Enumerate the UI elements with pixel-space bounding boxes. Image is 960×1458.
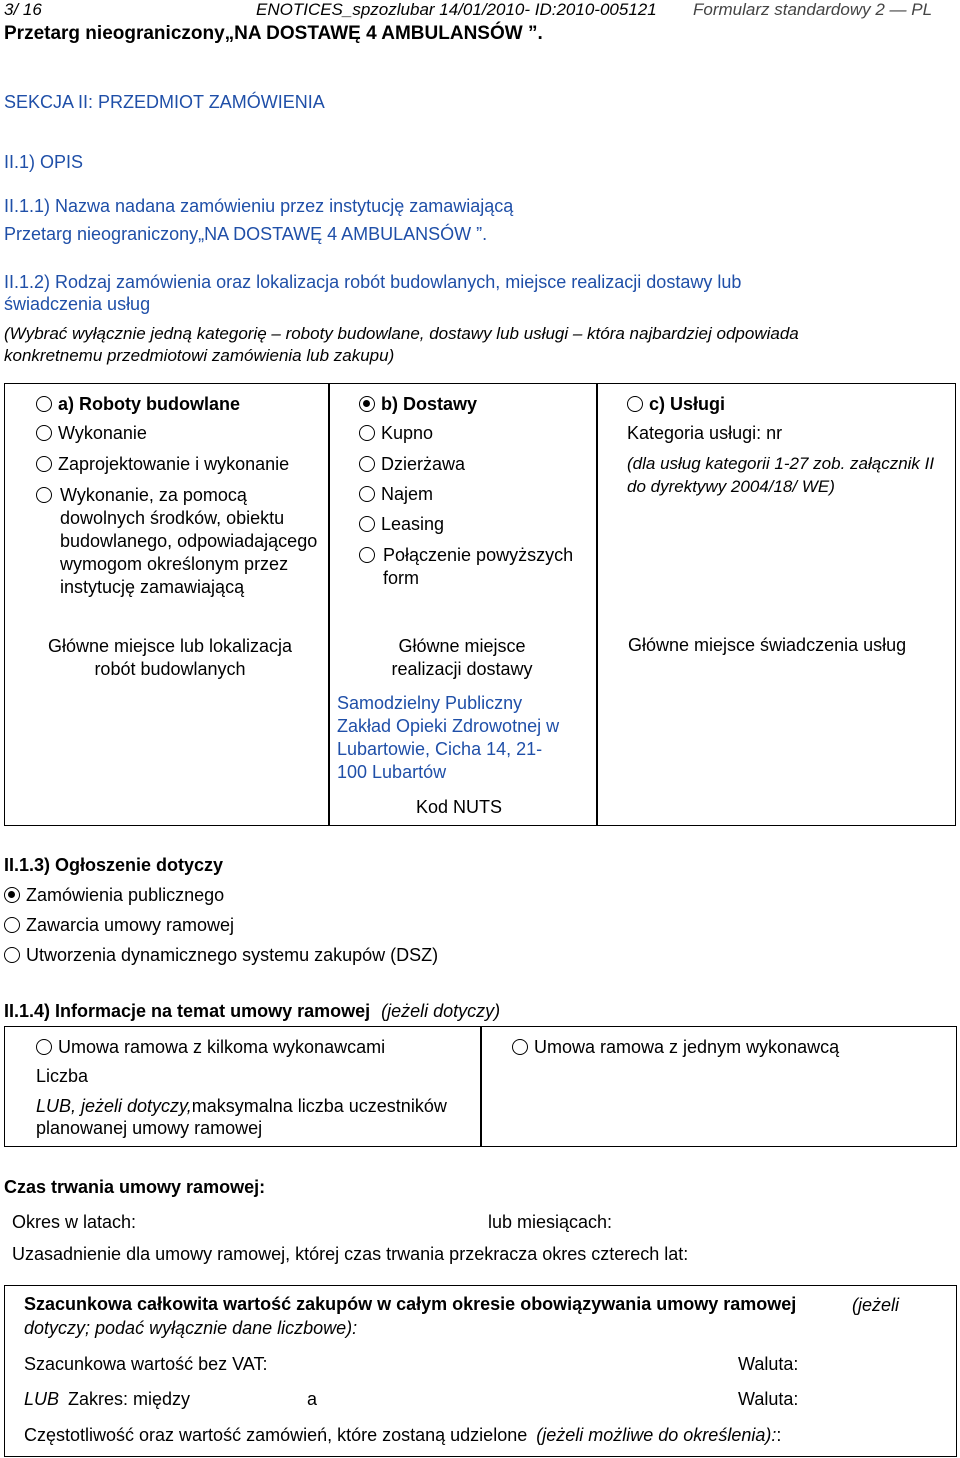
page-number: 3/ 16: [4, 0, 42, 19]
option-label: Umowa ramowa z jednym wykonawcą: [534, 1037, 840, 1057]
duration-justification: Uzasadnienie dla umowy ramowej, której czas trwania przekracza okres czterech lat:: [12, 1244, 689, 1264]
option-label: Kupno: [381, 423, 434, 443]
option-label: Wykonanie: [58, 423, 147, 443]
radio-icon[interactable]: [359, 425, 375, 441]
notice-public-option[interactable]: [4, 885, 224, 906]
works-execution-option[interactable]: [36, 423, 147, 444]
works-any-means-option[interactable]: [36, 484, 321, 599]
nuts-code-label: Kod NUTS: [416, 797, 503, 817]
range-label: Zakres: między: [68, 1389, 191, 1409]
max-label: maksymalna liczba uczestników: [191, 1096, 447, 1116]
supplies-option[interactable]: [359, 394, 477, 415]
framework-single-option[interactable]: [512, 1037, 839, 1058]
services-option[interactable]: [627, 394, 725, 415]
estimate-heading-note: (jeżeli dotyczy; podać wyłącznie dane liczbowe):: [24, 1295, 900, 1338]
notice-dps-option[interactable]: [4, 945, 438, 966]
supplies-radio-icon[interactable]: [359, 396, 375, 412]
radio-icon[interactable]: [36, 425, 52, 441]
framework-max-line1: [36, 1096, 447, 1117]
ii11-label: II.1.1) Nazwa nadana zamówieniu przez instytucję zamawiającą: [4, 196, 514, 216]
ii12-note-line2: konkretnemu przedmiotowi zamówienia lub zakupu): [4, 346, 395, 365]
notice-framework-option[interactable]: [4, 915, 234, 936]
estimate-currency2: Waluta:: [738, 1389, 799, 1409]
estimate-currency1: Waluta:: [738, 1354, 799, 1374]
supplies-place-label: Główne miejsce realizacji dostawy: [391, 636, 533, 679]
ii13-label: II.1.3) Ogłoszenie dotyczy: [4, 855, 224, 875]
ii14-label: II.1.4) Informacje na temat umowy ramowej: [4, 1001, 371, 1021]
radio-icon[interactable]: [359, 486, 375, 502]
framework-multi-option[interactable]: [36, 1037, 385, 1058]
duration-months: lub miesiącach:: [488, 1212, 613, 1232]
estimate-heading: Szacunkowa całkowita wartość zakupów w całym okresie obowiązywania umowy ramowej: [24, 1294, 797, 1314]
frequency-end: :: [776, 1425, 782, 1445]
frequency-label: Częstotliwość oraz wartość zamówień, które zostaną udzielone: [24, 1425, 528, 1445]
works-option[interactable]: [36, 394, 240, 415]
ii14-heading: [4, 1001, 500, 1022]
supplies-place-value: Samodzielny Publiczny Zakład Opieki Zdrowotnej w Lubartowie, Cicha 14, 21-100 Lubartów: [337, 693, 560, 782]
option-label: Zaprojektowanie i wykonanie: [58, 454, 290, 474]
radio-icon[interactable]: [4, 917, 20, 933]
document-id: ENOTICES_spzozlubar 14/01/2010- ID:2010-005121: [256, 0, 657, 19]
form-name: Formularz standardowy 2 — PL: [693, 0, 933, 19]
framework-max-line2: planowanej umowy ramowej: [36, 1118, 263, 1138]
ii11-value: Przetarg nieograniczony„NA DOSTAWĘ 4 AMBULANSÓW ”.: [4, 224, 488, 244]
services-category: Kategoria usługi: nr: [627, 423, 783, 443]
supplies-combination-option[interactable]: [359, 544, 591, 590]
supplies-heading: b) Dostawy: [381, 394, 478, 414]
option-label: Dzierżawa: [381, 454, 466, 474]
ii14-label-note: (jeżeli dotyczy): [381, 1001, 501, 1021]
works-design-option[interactable]: [36, 454, 289, 475]
estimate-frequency: [24, 1425, 781, 1446]
lub-label: LUB: [24, 1389, 60, 1409]
radio-icon[interactable]: [359, 516, 375, 532]
supplies-rental-option[interactable]: [359, 484, 433, 505]
works-heading: a) Roboty budowlane: [58, 394, 240, 414]
supplies-leasing-option[interactable]: [359, 514, 444, 535]
subsection-ii1: II.1) OPIS: [4, 152, 84, 172]
section-heading: SEKCJA II: PRZEDMIOT ZAMÓWIENIA: [4, 92, 325, 112]
option-label: Zamówienia publicznego: [26, 885, 225, 905]
ii12-note-line1: (Wybrać wyłącznie jedną kategorię – roboty budowlane, dostawy lub usługi – która najbardziej odpowiada: [4, 324, 799, 343]
services-note: (dla usług kategorii 1-27 zob. załącznik II do dyrektywy 2004/18/ WE): [627, 454, 935, 496]
radio-icon[interactable]: [512, 1039, 528, 1055]
ii12-label-line1: II.1.2) Rodzaj zamówienia oraz lokalizacja robót budowlanych, miejsce realizacji dostawy lub: [4, 272, 742, 292]
range-and: a: [307, 1389, 318, 1409]
duration-label: Czas trwania umowy ramowej:: [4, 1177, 266, 1197]
supplies-purchase-option[interactable]: [359, 423, 433, 444]
services-place-label: Główne miejsce świadczenia usług: [628, 635, 907, 655]
option-label: Wykonanie, za pomocą dowolnych środków, obiektu budowlanego, odpowiadającego wymogom określonym przez instytucję zamawiającą: [60, 485, 318, 597]
services-heading: c) Usługi: [649, 394, 726, 414]
estimate-value-label: Szacunkowa wartość bez VAT:: [24, 1354, 268, 1374]
supplies-lease-option[interactable]: [359, 454, 465, 475]
option-label: Utworzenia dynamicznego systemu zakupów (DSZ): [26, 945, 439, 965]
radio-icon[interactable]: [36, 456, 52, 472]
frequency-note: (jeżeli możliwe do określenia):: [536, 1425, 777, 1445]
duration-years: Okres w latach:: [12, 1212, 137, 1232]
radio-icon[interactable]: [4, 947, 20, 963]
header-title: Przetarg nieograniczony„NA DOSTAWĘ 4 AMBULANSÓW ”.: [4, 23, 543, 44]
option-label: Połączenie powyższych form: [383, 545, 574, 588]
services-radio-icon[interactable]: [627, 396, 643, 412]
works-radio-icon[interactable]: [36, 396, 52, 412]
works-place-label: Główne miejsce lub lokalizacja robót budowlanych: [47, 636, 293, 679]
framework-count-label: Liczba: [36, 1066, 89, 1086]
lub-note: LUB, jeżeli dotyczy,: [36, 1096, 192, 1116]
ii12-label-line2: świadczenia usług: [4, 294, 151, 314]
radio-icon[interactable]: [36, 487, 52, 503]
option-label: Zawarcia umowy ramowej: [26, 915, 235, 935]
option-label: Umowa ramowa z kilkoma wykonawcami: [58, 1037, 386, 1057]
option-label: Najem: [381, 484, 434, 504]
radio-icon[interactable]: [36, 1039, 52, 1055]
radio-icon[interactable]: [4, 887, 20, 903]
estimate-range: [24, 1389, 190, 1410]
radio-icon[interactable]: [359, 456, 375, 472]
option-label: Leasing: [381, 514, 445, 534]
radio-icon[interactable]: [359, 547, 375, 563]
